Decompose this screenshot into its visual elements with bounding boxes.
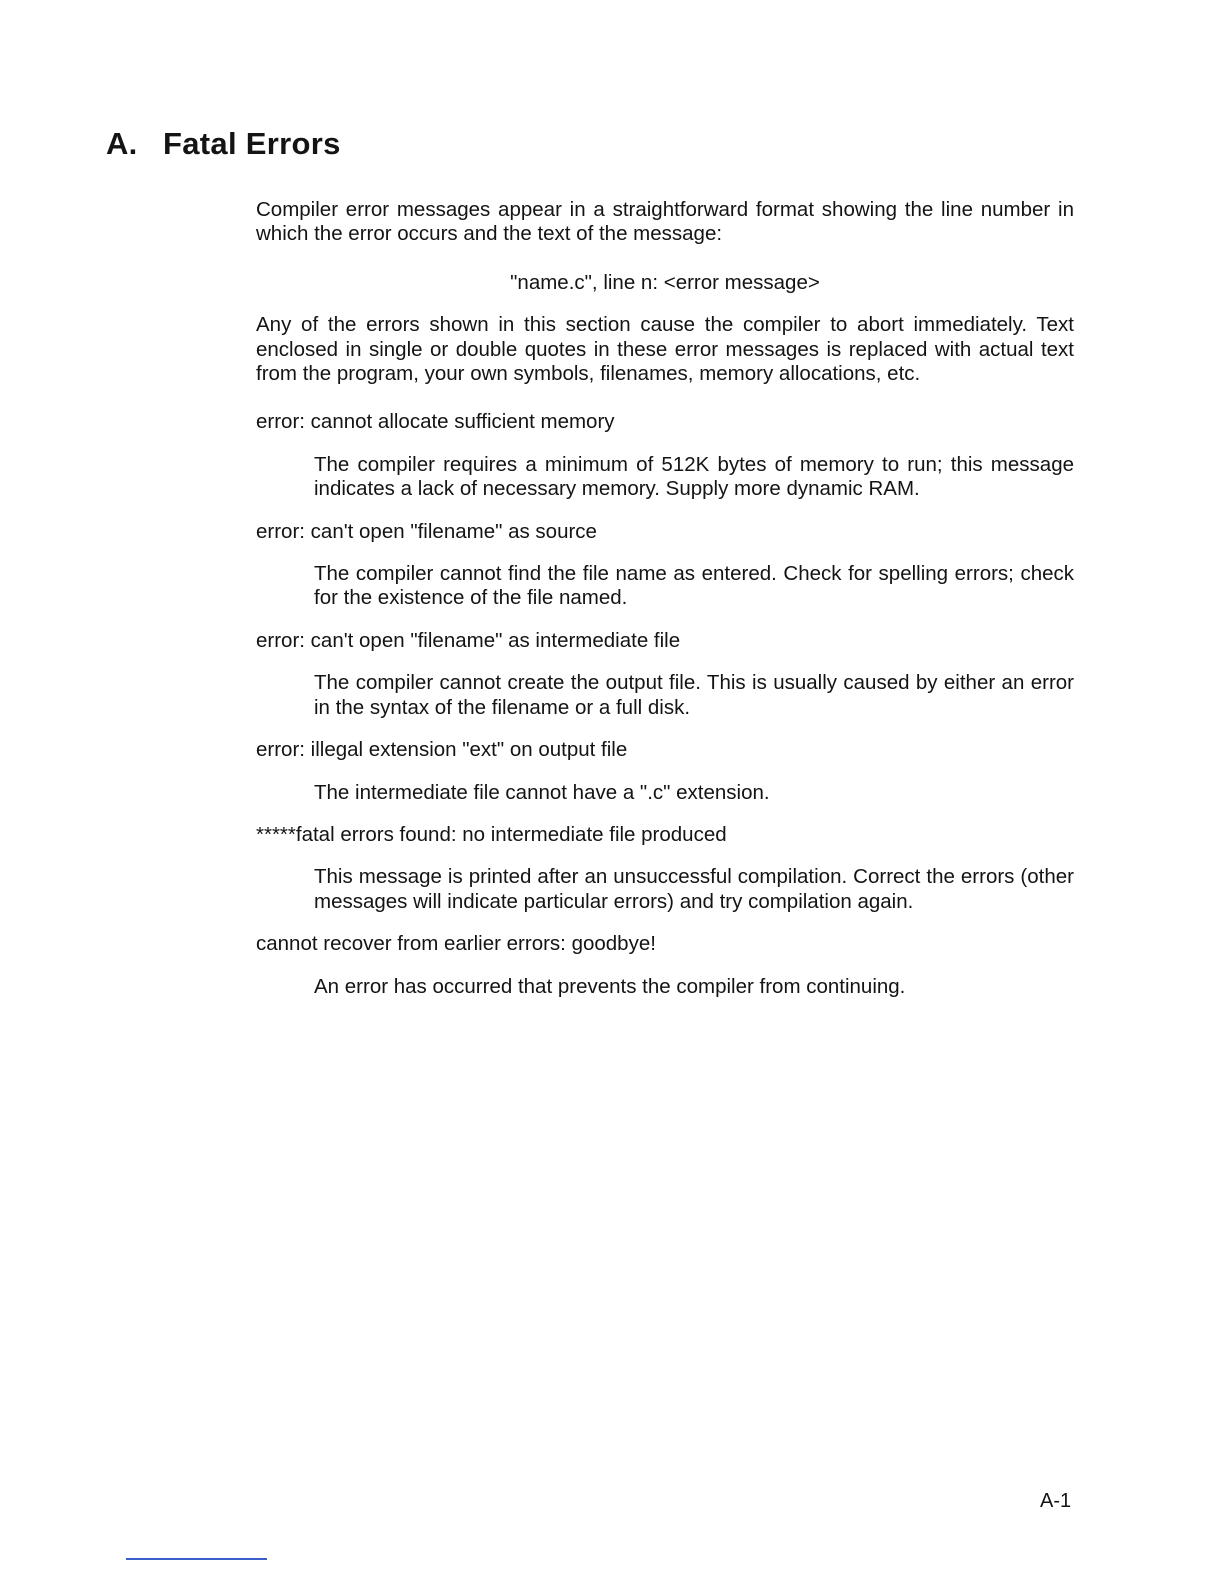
error-description: An error has occurred that prevents the compiler from continuing. bbox=[314, 974, 906, 998]
error-description: This message is printed after an unsuccessful compilation. Correct the errors (other messages will indicate particular errors) and try compilation again. bbox=[314, 865, 1074, 913]
error-description: The intermediate file cannot have a ".c" extension. bbox=[314, 780, 770, 804]
page-title bbox=[106, 126, 341, 162]
error-message: error: illegal extension "ext" on output file bbox=[256, 738, 628, 762]
page-number: A-1 bbox=[1040, 1490, 1072, 1512]
error-message: error: cannot allocate sufficient memory bbox=[256, 410, 615, 434]
error-message: error: can't open "filename" as intermediate file bbox=[256, 628, 681, 652]
error-description: The compiler cannot find the file name as entered. Check for spelling errors; check for the existence of the file named. bbox=[314, 562, 1074, 610]
abort-explanation-paragraph: Any of the errors shown in this section cause the compiler to abort immediately. Text enclosed in single or double quotes in these error messages is replaced with actual text from the program, your own symbols, filenames, memory allocations, etc. bbox=[256, 313, 1074, 386]
error-message: *****fatal errors found: no intermediate file produced bbox=[256, 822, 727, 846]
error-description: The compiler requires a minimum of 512K bytes of memory to run; this message indicates a lack of necessary memory. Supply more dynamic RAM. bbox=[314, 452, 1074, 501]
error-description: The compiler cannot create the output file. This is usually caused by either an error in the syntax of the filename or a full disk. bbox=[314, 671, 1074, 719]
intro-paragraph: Compiler error messages appear in a straightforward format showing the line number in which the error occurs and the text of the message: bbox=[256, 198, 1074, 246]
error-message: cannot recover from earlier errors: goodbye! bbox=[256, 932, 656, 956]
error-message: error: can't open "filename" as source bbox=[256, 519, 597, 543]
footer-divider bbox=[126, 1558, 267, 1560]
page-content bbox=[256, 198, 1074, 1017]
appendix-letter: A. bbox=[106, 126, 138, 161]
error-format-example: "name.c", line n: <error message> bbox=[510, 270, 820, 294]
appendix-title: Fatal Errors bbox=[163, 126, 341, 161]
